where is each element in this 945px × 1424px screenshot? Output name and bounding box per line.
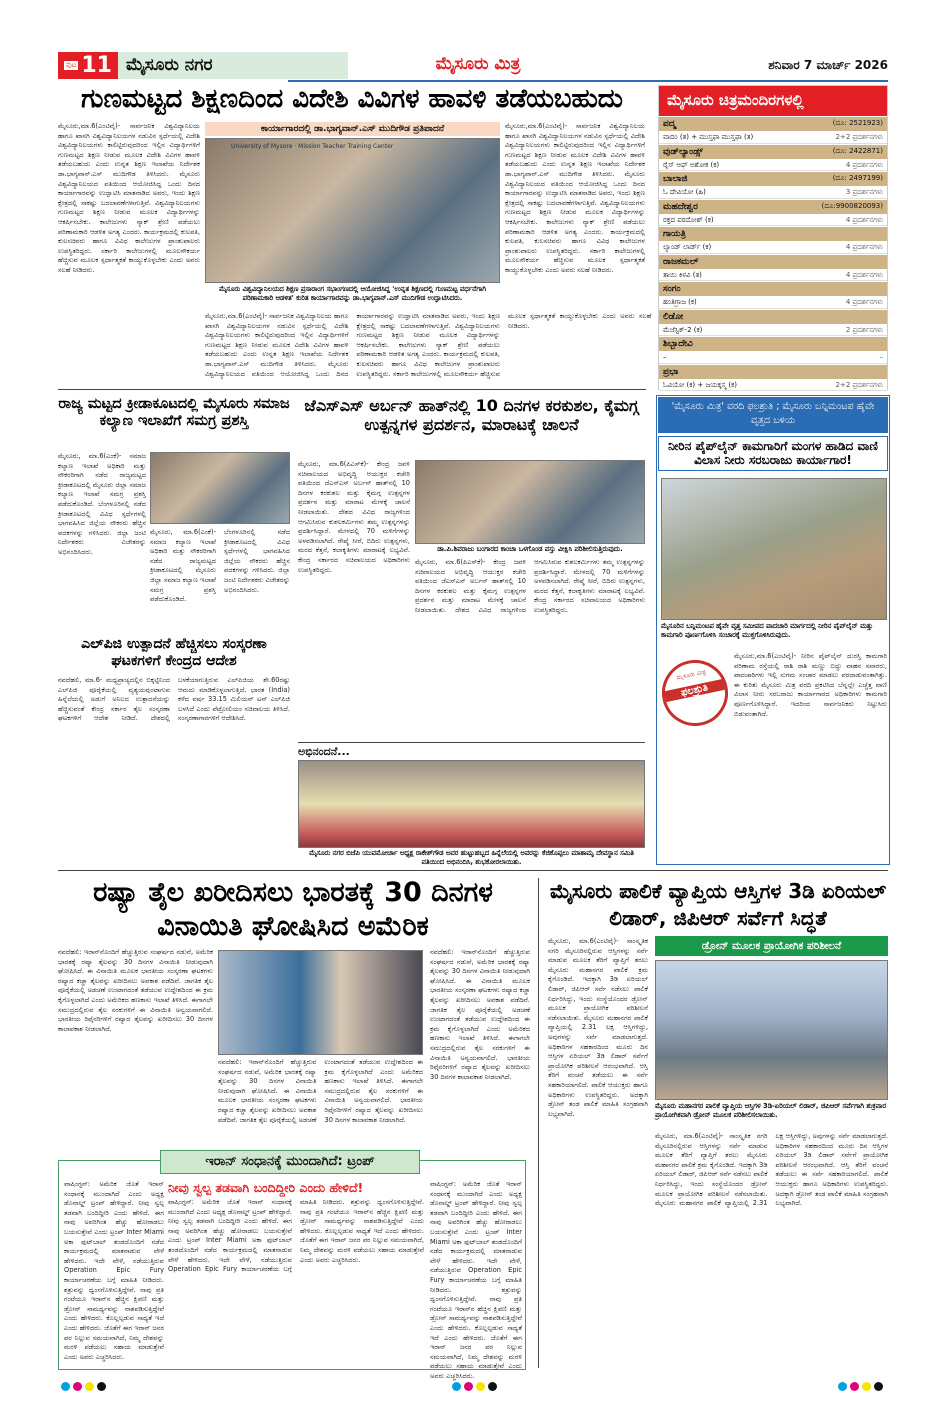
issue-date: ಶನಿವಾರ 7 ಮಾರ್ಚ್ 2026 <box>768 58 888 72</box>
magenta-dot <box>73 1382 82 1391</box>
color-registration-marks <box>838 1376 886 1395</box>
theatre-show-row <box>659 269 887 282</box>
theatre-name-row <box>659 281 887 296</box>
theatre-listing <box>658 85 888 390</box>
film-title: – <box>663 353 667 361</box>
story5-body: ನವದೆಹಲಿ, ಮಾ.6- ಮಧ್ಯಪ್ರಾಚ್ಯದಲ್ಲಿನ ಬಿಕ್ಕಟ್ಟಿನಿಂದ ಎಲ್‌ಪಿಜಿ ಪೂರೈಕೆಯಲ್ಲಿ ವ್ಯತ್ಯಯವುಂಟಾಗುವ ಹಿನ್ನೆಲೆಯಲ್ಲಿ ಅಡುಗೆ ಅನಿಲದ ಉತ್ಪಾದನೆಯನ್ನು ಹೆಚ್ಚಿಸುವಂತೆ ಕೇಂದ್ರ ಸರ್ಕಾರ ತೈಲ ಸಂಸ್ಕರಣಾ ಘಟಕಗಳಿಗೆ ಆದೇಶ ನೀಡಿದೆ. ದೇಶದಲ್ಲಿ ಬಳಕೆಯಾಗುತ್ತಿರುವ ಎಲ್‌ಪಿಜಿಯ ಶೇ.60ರಷ್ಟು ಆಮದು ಮಾಡಿಕೊಳ್ಳಲಾಗುತ್ತಿದೆ. ಭಾರತ (India) ಕಳೆದ ವರ್ಷ 33.15 ಮಿಲಿಯನ್ ಟನ್ ಎಲ್‌ಪಿಜಿ ಬಳಸಿದೆ ಎಂದು ಪೆಟ್ರೋಲಿಯಂ ಸಚಿವಾಲಯ ತಿಳಿಸಿದೆ. ಸಂಸ್ಕರಣಾಗಾರಗಳಿಗೆ ಆದೇಶಿಸಿದೆ. <box>58 676 290 723</box>
story7-photo <box>218 950 423 1055</box>
film-title: ಮೆಜೆಸ್ಟಿಕ್-2 (ಕ) <box>663 325 703 334</box>
theatre-show-row <box>659 131 887 144</box>
stamp-main-text: ಫಲಶ್ರುತಿ <box>664 679 725 702</box>
story8-body-left: ವಾಷಿಂಗ್ಟನ್: ಅಮೆರಿಕ ಜೊತೆ ಇರಾನ್ ಸಂಧಾನಕ್ಕೆ ಮುಂದಾಗಿದೆ ಎಂದು ಅಧ್ಯಕ್ಷ ಡೊನಾಲ್ಡ್ ಟ್ರಂಪ್ ಹೇಳಿದ್ದಾರೆ. ನೀವು ಸ್ವಲ್ಪ ತಡವಾಗಿ ಬಂದಿದ್ದೀರಿ ಎಂದು ಹೇಳಿದೆ. ಈಗ ನಾವು ಅವರಿಗಿಂತ ಹೆಚ್ಚು ಹೋರಾಡಲು ಬಯಸುತ್ತೇವೆ ಎಂದು ಟ್ರಂಪ್ Inter Miami ಅಕಾ ಫುಟ್‌ಬಾಲ್ ತಂಡದೊಂದಿಗೆ ನಡೆದ ಕಾರ್ಯಕ್ರಮದಲ್ಲಿ ಮಾತನಾಡುವ ವೇಳೆ ಹೇಳಿದರು. ಇದೇ ವೇಳೆ, ನಡೆಯುತ್ತಿರುವ Operation Epic Fury ಕಾರ್ಯಾಚರಣೆಯ ಬಗ್ಗೆ ಮಾಹಿತಿ ನೀಡಿದರು. ಶತ್ರುವನ್ನು ಧ್ವಂಸಗೊಳಿಸುತ್ತಿದ್ದೇವೆ. ನಾವು ಪ್ರತಿ ಗಂಟೆಯೂ ಇರಾನ್‌ನ ಹೆಚ್ಚಿನ ಕ್ಷಿಪಣಿ ಮತ್ತು ಡ್ರೋನ್ ಸಾಮರ್ಥ್ಯವನ್ನು ನಾಶಪಡಿಸುತ್ತಿದ್ದೇವೆ ಎಂದು ಹೇಳಿದರು. ಕೊಲ್ಲಲ್ಪಡುವ ಸಾಧ್ಯತೆ ಇದೆ ಎಂದು ಹೇಳಿದರು. ಜೊತೆಗೆ ಈಗ ಇರಾನ್ ಜನರ ಪರ ನಿಲ್ಲುವ ಸಮಯವಾಗಿದೆ, ನಿಮ್ಮ ದೇಶವನ್ನು ಮರಳಿ ಪಡೆಯಲು ಸಹಾಯ ಮಾಡುತ್ತೇವೆ ಎಂದು ಅವರು ಎಚ್ಚರಿಸಿದರು. <box>64 1180 164 1361</box>
show-count: 4 ಪ್ರದರ್ಶನಗಳು <box>845 270 883 279</box>
story3-headline: ಜೆಎಸ್‌ಎಸ್ ಅರ್ಬನ್ ಹಾತ್‌ನಲ್ಲಿ 10 ದಿನಗಳ ಕರಕುಶಲ, ಕೈಮಗ್ಗ ಉತ್ಪನ್ನಗಳ ಪ್ರದರ್ಶನ, ಮಾರಾಟಕ್ಕೆ ಚಾಲನೆ <box>304 396 639 435</box>
magenta-dot <box>850 1382 859 1391</box>
yellow-dot <box>85 1382 94 1391</box>
theatre-show-row <box>659 296 887 309</box>
phalashruti-stamp <box>656 654 734 732</box>
theatre-name-row <box>659 144 887 159</box>
story9-caption: ಮೈಸೂರು ಮಹಾನಗರ ಪಾಲಿಕೆ ವ್ಯಾಪ್ತಿಯ ಆಸ್ತಿಗಳ 3ಡಿ-ಏರಿಯಲ್ ಲಿಡಾರ್, ಜಿಪಿಆರ್ ಸರ್ವೆಗಾಗಿ ಶುಕ್ರವಾರ ಪ್ರಾಯೋಗಿಕವಾಗಿ ಡ್ರೋನ್ ಮೂಲಕ ಪರಿಶೀಲಿಸಲಾಯಿತು. <box>655 1102 886 1119</box>
story7-body-left: ನವದೆಹಲಿ: ಇರಾನ್‌ನೊಂದಿಗೆ ಹೆಚ್ಚುತ್ತಿರುವ ಸಂಘರ್ಷದ ನಡುವೆ, ಅಮೆರಿಕ ಭಾರತಕ್ಕೆ ರಷ್ಯಾ ತೈಲವನ್ನು 30 ದಿನಗಳ ವಿನಾಯಿತಿ ನೀಡುವುದಾಗಿ ಘೋಷಿಸಿದೆ. ಈ ವಿನಾಯಿತಿ ಮೂಲಕ ಭಾರತೀಯ ಸಂಸ್ಕರಣಾ ಘಟಕಗಳು ರಷ್ಯಾದ ಕಚ್ಚಾ ತೈಲವನ್ನು ಖರೀದಿಸಲು ಅವಕಾಶ ಪಡೆದಿವೆ. ಜಾಗತಿಕ ತೈಲ ಪೂರೈಕೆಯಲ್ಲಿ ಅಡಚಣೆ ಉಂಟಾಗದಂತೆ ತಡೆಯುವ ಉದ್ದೇಶದಿಂದ ಈ ಕ್ರಮ ಕೈಗೊಳ್ಳಲಾಗಿದೆ ಎಂದು ಅಮೆರಿಕದ ಹಣಕಾಸು ಇಲಾಖೆ ತಿಳಿಸಿದೆ. ಈಗಾಗಲೇ ಸಮುದ್ರದಲ್ಲಿರುವ ತೈಲ ಸರಕುಗಳಿಗೆ ಈ ವಿನಾಯಿತಿ ಅನ್ವಯವಾಗಲಿದೆ. ಭಾರತೀಯ ರಿಫೈನರಿಗಳಿಗೆ ರಷ್ಯಾದ ತೈಲವನ್ನು ಖರೀದಿಸಲು 30 ದಿನಗಳ ಕಾಲಾವಕಾಶ ನೀಡಲಾಗಿದೆ. <box>58 948 213 1033</box>
theatre-name-row <box>659 199 887 214</box>
story4-banner: 'ಮೈಸೂರು ಮಿತ್ರ' ವರದಿ ಫಲಶ್ರುತಿ ; ಮೈಸೂರು ಬನ್ನಿಮಂಟಪ ಹೈವೇ ವೃತ್ತದ ಬಳಿಯ <box>658 397 888 433</box>
story1-body-right: ಮೈಸೂರು,ಮಾ.6(ಎಂಟಿವೈ)- ಸಾರ್ವಜನಿಕ ವಿಶ್ವವಿದ್ಯಾನಿಲಯ ಹಾಗೂ ಖಾಸಗಿ ವಿಶ್ವವಿದ್ಯಾನಿಲಯಗಳ ನಡುವಿನ ಸ್ಪರ್ಧೆಯಲ್ಲಿ ವಿದೇಶಿ ವಿಶ್ವವಿದ್ಯಾನಿಲಯಗಳು ಕಾಲಿಟ್ಟಿರುವುದರಿಂದ ಇಲ್ಲಿನ ವಿದ್ಯಾರ್ಥಿಗಳಿಗೆ ಗುಣಮಟ್ಟದ ಶಿಕ್ಷಣ ನೀಡುವ ಮೂಲಕ ವಿದೇಶಿ ವಿವಿಗಳ ಹಾವಳಿ ತಡೆಯಬಹುದು ಎಂದು ಉನ್ನತ ಶಿಕ್ಷಣ ಇಲಾಖೆಯ ನಿರ್ದೇಶಕ ಡಾ.ಭಾಗ್ಯವಾನ್.ಎಸ್ ಮುದಿಗೌಡ ತಿಳಿಸಿದರು. ಮೈಸೂರು ವಿಶ್ವವಿದ್ಯಾನಿಲಯದ ವತಿಯಿಂದ ಆಯೋಜಿಸಿದ್ದ ಒಂದು ದಿನದ ಕಾರ್ಯಾಗಾರವನ್ನು ಉದ್ಘಾಟಿಸಿ ಮಾತನಾಡಿದ ಅವರು, ಇಂದು ಶಿಕ್ಷಣ ಕ್ಷೇತ್ರದಲ್ಲಿ ಸಾಕಷ್ಟು ಬದಲಾವಣೆಗಳಾಗುತ್ತಿವೆ. ವಿಶ್ವವಿದ್ಯಾನಿಲಯಗಳು ಗುಣಮಟ್ಟದ ಶಿಕ್ಷಣ ನೀಡುವ ಮೂಲಕ ವಿದ್ಯಾರ್ಥಿಗಳನ್ನು ಆಕರ್ಷಿಸಬೇಕು. ಕಾಲೇಜುಗಳು ನ್ಯಾಕ್ ಶ್ರೇಣಿ ಪಡೆಯಲು ಪರಿಣಾಮಕಾರಿ ಆಡಳಿತ ಅಗತ್ಯ ಎಂದರು. ಕಾರ್ಯಕ್ರಮದಲ್ಲಿ ಕುಲಪತಿ, ಕುಲಸಚಿವರು ಹಾಗೂ ವಿವಿಧ ಕಾಲೇಜುಗಳ ಪ್ರಾಂಶುಪಾಲರು ಉಪಸ್ಥಿತರಿದ್ದರು. ಸರ್ಕಾರಿ ಕಾಲೇಜುಗಳಲ್ಲಿ ಮೂಲಸೌಕರ್ಯ ಹೆಚ್ಚಿಸುವ ಮೂಲಕ ಸ್ಪರ್ಧಾತ್ಮಕತೆ ಕಾಯ್ದುಕೊಳ್ಳಬೇಕು ಎಂದು ಅವರು ಸಲಹೆ ನೀಡಿದರು. <box>505 122 645 274</box>
story7-headline: ರಷ್ಯಾ ತೈಲ ಖರೀದಿಸಲು ಭಾರತಕ್ಕೆ 30 ದಿನಗಳ ವಿನಾಯಿತಿ ಘೋಷಿಸಿದ ಅಮೆರಿಕ <box>93 877 493 942</box>
black-dot <box>874 1382 883 1391</box>
show-count: – <box>879 353 883 361</box>
story9-body-left: ಮೈಸೂರು, ಮಾ.6(ಎಂಟಿವೈ)- ಸಾಂಸ್ಕೃತಿಕ ನಗರಿ ಮೈಸೂರಿನಲ್ಲಿರುವ ಆಸ್ತಿಗಳನ್ನು ಸರ್ವೆ ಮಾಡುವ ಮೂಲಕ ತೆರಿಗೆ ವ್ಯಾಪ್ತಿಗೆ ತರಲು ಮೈಸೂರು ಮಹಾನಗರ ಪಾಲಿಕೆ ಕ್ರಮ ಕೈಗೊಂಡಿದೆ. ಇದಕ್ಕಾಗಿ 3ಡಿ ಏರಿಯಲ್ ಲಿಡಾರ್, ಜಿಪಿಆರ್ ಸರ್ವೆ ನಡೆಸಲು ಪಾಲಿಕೆ ನಿರ್ಧರಿಸಿದ್ದು, ಇಂದು ಸಂಸ್ಥೆಯೊಂದರ ಡ್ರೋನ್ ಮೂಲಕ ಪ್ರಾಯೋಗಿಕ ಪರಿಶೀಲನೆ ನಡೆಸಲಾಯಿತು. ಮೈಸೂರು ಮಹಾನಗರ ಪಾಲಿಕೆ ವ್ಯಾಪ್ತಿಯಲ್ಲಿ 2.31 ಲಕ್ಷ ಆಸ್ತಿಗಳಿದ್ದು, ಅವುಗಳನ್ನು ಸರ್ವೆ ಮಾಡಲಾಗುತ್ತದೆ. ಅಧಿಕಾರಿಗಳ ಸಹಕಾರದಿಂದ ಮೂರು ದಿನ ಆಸ್ತಿಗಳ ಏರಿಯಲ್ 3ಡಿ ಲಿಡಾರ್ ಸರ್ವೆಗೆ ಪ್ರಾಯೋಗಿಕ ಪರಿಶೀಲನೆ ಆರಂಭವಾಗಿದೆ. ಆಸ್ತಿ ತೆರಿಗೆ ವಂಚನೆ ತಡೆಯಲು ಈ ಸರ್ವೆ ಸಹಕಾರಿಯಾಗಲಿದೆ. ಪಾಲಿಕೆ ಆಯುಕ್ತರು ಹಾಗೂ ಅಧಿಕಾರಿಗಳು ಉಪಸ್ಥಿತರಿದ್ದರು. ಅದಕ್ಕಾಗಿ ಡ್ರೋನ್ ತಂಡ ಪಾಲಿಕೆ ಮಾಹಿತಿ ಸಂಗ್ರಹವಾಗಿ ಲಭ್ಯವಾಗಿದೆ. <box>548 937 648 1118</box>
theatre-name: ಮಹದೇಶ್ವರ <box>663 201 698 212</box>
story1-body-mid: ಮೈಸೂರು,ಮಾ.6(ಎಂಟಿವೈ)- ಸಾರ್ವಜನಿಕ ವಿಶ್ವವಿದ್ಯಾನಿಲಯ ಹಾಗೂ ಖಾಸಗಿ ವಿಶ್ವವಿದ್ಯಾನಿಲಯಗಳ ನಡುವಿನ ಸ್ಪರ್ಧೆಯಲ್ಲಿ ವಿದೇಶಿ ವಿಶ್ವವಿದ್ಯಾನಿಲಯಗಳು ಕಾಲಿಟ್ಟಿರುವುದರಿಂದ ಇಲ್ಲಿನ ವಿದ್ಯಾರ್ಥಿಗಳಿಗೆ ಗುಣಮಟ್ಟದ ಶಿಕ್ಷಣ ನೀಡುವ ಮೂಲಕ ವಿದೇಶಿ ವಿವಿಗಳ ಹಾವಳಿ ತಡೆಯಬಹುದು ಎಂದು ಉನ್ನತ ಶಿಕ್ಷಣ ಇಲಾಖೆಯ ನಿರ್ದೇಶಕ ಡಾ.ಭಾಗ್ಯವಾನ್.ಎಸ್ ಮುದಿಗೌಡ ತಿಳಿಸಿದರು. ಮೈಸೂರು ವಿಶ್ವವಿದ್ಯಾನಿಲಯದ ವತಿಯಿಂದ ಆಯೋಜಿಸಿದ್ದ ಒಂದು ದಿನದ ಕಾರ್ಯಾಗಾರವನ್ನು ಉದ್ಘಾಟಿಸಿ ಮಾತನಾಡಿದ ಅವರು, ಇಂದು ಶಿಕ್ಷಣ ಕ್ಷೇತ್ರದಲ್ಲಿ ಸಾಕಷ್ಟು ಬದಲಾವಣೆಗಳಾಗುತ್ತಿವೆ. ವಿಶ್ವವಿದ್ಯಾನಿಲಯಗಳು ಗುಣಮಟ್ಟದ ಶಿಕ್ಷಣ ನೀಡುವ ಮೂಲಕ ವಿದ್ಯಾರ್ಥಿಗಳನ್ನು ಆಕರ್ಷಿಸಬೇಕು. ಕಾಲೇಜುಗಳು ನ್ಯಾಕ್ ಶ್ರೇಣಿ ಪಡೆಯಲು ಪರಿಣಾಮಕಾರಿ ಆಡಳಿತ ಅಗತ್ಯ ಎಂದರು. ಕಾರ್ಯಕ್ರಮದಲ್ಲಿ ಕುಲಪತಿ, ಕುಲಸಚಿವರು ಹಾಗೂ ವಿವಿಧ ಕಾಲೇಜುಗಳ ಪ್ರಾಂಶುಪಾಲರು ಉಪಸ್ಥಿತರಿದ್ದರು. ಸರ್ಕಾರಿ ಕಾಲೇಜುಗಳಲ್ಲಿ ಮೂಲಸೌಕರ್ಯ ಹೆಚ್ಚಿಸುವ ಮೂಲಕ ಸ್ಪರ್ಧಾತ್ಮಕತೆ ಕಾಯ್ದುಕೊಳ್ಳಬೇಕು ಎಂದು ಅವರು ಸಲಹೆ ನೀಡಿದರು. <box>205 312 652 378</box>
theatre-list <box>659 116 887 391</box>
theatre-name-row <box>659 116 887 131</box>
cyan-dot <box>838 1382 847 1391</box>
yellow-dot <box>862 1382 871 1391</box>
story8-body-mid: ವಾಷಿಂಗ್ಟನ್: ಅಮೆರಿಕ ಜೊತೆ ಇರಾನ್ ಸಂಧಾನಕ್ಕೆ ಮುಂದಾಗಿದೆ ಎಂದು ಅಧ್ಯಕ್ಷ ಡೊನಾಲ್ಡ್ ಟ್ರಂಪ್ ಹೇಳಿದ್ದಾರೆ. ನೀವು ಸ್ವಲ್ಪ ತಡವಾಗಿ ಬಂದಿದ್ದೀರಿ ಎಂದು ಹೇಳಿದೆ. ಈಗ ನಾವು ಅವರಿಗಿಂತ ಹೆಚ್ಚು ಹೋರಾಡಲು ಬಯಸುತ್ತೇವೆ ಎಂದು ಟ್ರಂಪ್ Inter Miami ಅಕಾ ಫುಟ್‌ಬಾಲ್ ತಂಡದೊಂದಿಗೆ ನಡೆದ ಕಾರ್ಯಕ್ರಮದಲ್ಲಿ ಮಾತನಾಡುವ ವೇಳೆ ಹೇಳಿದರು. ಇದೇ ವೇಳೆ, ನಡೆಯುತ್ತಿರುವ Operation Epic Fury ಕಾರ್ಯಾಚರಣೆಯ ಬಗ್ಗೆ ಮಾಹಿತಿ ನೀಡಿದರು. ಶತ್ರುವನ್ನು ಧ್ವಂಸಗೊಳಿಸುತ್ತಿದ್ದೇವೆ. ನಾವು ಪ್ರತಿ ಗಂಟೆಯೂ ಇರಾನ್‌ನ ಹೆಚ್ಚಿನ ಕ್ಷಿಪಣಿ ಮತ್ತು ಡ್ರೋನ್ ಸಾಮರ್ಥ್ಯವನ್ನು ನಾಶಪಡಿಸುತ್ತಿದ್ದೇವೆ ಎಂದು ಹೇಳಿದರು. ಕೊಲ್ಲಲ್ಪಡುವ ಸಾಧ್ಯತೆ ಇದೆ ಎಂದು ಹೇಳಿದರು. ಜೊತೆಗೆ ಈಗ ಇರಾನ್ ಜನರ ಪರ ನಿಲ್ಲುವ ಸಮಯವಾಗಿದೆ, ನಿಮ್ಮ ದೇಶವನ್ನು ಮರಳಿ ಪಡೆಯಲು ಸಹಾಯ ಮಾಡುತ್ತೇವೆ ಎಂದು ಅವರು ಎಚ್ಚರಿಸಿದರು. <box>168 1198 424 1274</box>
theatre-phone: (ದೂ: 2497199) <box>832 174 883 182</box>
yellow-dot <box>476 1382 485 1391</box>
theatre-show-row <box>659 379 887 392</box>
theatre-show-row <box>659 214 887 227</box>
theatre-name-row <box>659 226 887 241</box>
show-count: 2+2 ಪ್ರದರ್ಶನಗಳು <box>835 133 883 141</box>
story3-body-right: ಮೈಸೂರು, ಮಾ.6(ಪಿಎಸ್‌ಕೆ)- ಕೇಂದ್ರ ಜವಳಿ ಸಚಿವಾಲಯದ ಅಭಿವೃದ್ಧಿ ಆಯುಕ್ತರ ಕಚೇರಿ ವತಿಯಿಂದ ಜೆಎಸ್‌ಎಸ್ ಅರ್ಬನ್ ಹಾತ್‌ನಲ್ಲಿ 10 ದಿನಗಳ ಕರಕುಶಲ ಮತ್ತು ಕೈಮಗ್ಗ ಉತ್ಪನ್ನಗಳ ಪ್ರದರ್ಶನ ಮತ್ತು ಮಾರಾಟ ಮೇಳಕ್ಕೆ ಚಾಲನೆ ನೀಡಲಾಯಿತು. ದೇಶದ ವಿವಿಧ ರಾಜ್ಯಗಳಿಂದ ಆಗಮಿಸಿರುವ ಕುಶಲಕರ್ಮಿಗಳು ತಮ್ಮ ಉತ್ಪನ್ನಗಳನ್ನು ಪ್ರದರ್ಶಿಸಿದ್ದಾರೆ. ಮೇಳದಲ್ಲಿ 70 ಮಳಿಗೆಗಳನ್ನು ಅಳವಡಿಸಲಾಗಿದೆ. ರೇಷ್ಮೆ ಸೀರೆ, ಬಿದಿರು ಉತ್ಪನ್ನಗಳು, ಮರದ ಕೆತ್ತನೆ, ಕಲಾಕೃತಿಗಳು ಮಾರಾಟಕ್ಕೆ ಲಭ್ಯವಿವೆ. ಕೇಂದ್ರ ಸರ್ಕಾರದ ಸಚಿವಾಲಯದ ಅಧಿಕಾರಿಗಳು ಉಪಸ್ಥಿತರಿದ್ದರು. <box>415 558 645 614</box>
page-number: 11 <box>81 53 112 78</box>
theatre-name-row <box>659 336 887 351</box>
theatre-show-row <box>659 186 887 199</box>
theatre-name: ಗಾಯತ್ರಿ <box>663 229 686 239</box>
page-number-badge <box>58 52 118 79</box>
black-dot <box>97 1382 106 1391</box>
theatre-show-row <box>659 159 887 172</box>
film-title: ತಾಯಿ ಕಿಳವಿ (ತ) <box>663 270 702 279</box>
story9-headline: ಮೈಸೂರು ಪಾಲಿಕೆ ವ್ಯಾಪ್ತಿಯ ಆಸ್ತಿಗಳ 3ಡಿ ಏರಿಯಲ್ ಲಿಡಾರ್, ಜಿಪಿಆರ್ ಸರ್ವೆಗೆ ಸಿದ್ಧತೆ <box>549 879 887 930</box>
theatre-phone: (ದೂ:9900820093) <box>821 201 883 210</box>
show-count: 4 ಪ್ರದರ್ಶನಗಳು <box>845 298 883 306</box>
show-count: 2+2 ಪ್ರದರ್ಶನಗಳು <box>835 380 883 389</box>
show-count: 4 ಪ್ರದರ್ಶನಗಳು <box>845 160 883 169</box>
story8-tab: ಇರಾನ್ ಸಂಧಾನಕ್ಕೆ ಮುಂದಾಗಿದೆ: ಟ್ರಂಪ್ <box>160 1150 420 1174</box>
film-title: ರೈಸ್ ಆಫ್ ಅಶೋಕ (ಕ) <box>663 160 720 169</box>
cyan-dot <box>61 1382 70 1391</box>
show-count: 4 ಪ್ರದರ್ಶನಗಳು <box>845 215 883 224</box>
film-title: ರಕ್ತದ ಪರದೋಶ್ (ಕ) <box>663 215 714 224</box>
story7-body-mid: ನವದೆಹಲಿ: ಇರಾನ್‌ನೊಂದಿಗೆ ಹೆಚ್ಚುತ್ತಿರುವ ಸಂಘರ್ಷದ ನಡುವೆ, ಅಮೆರಿಕ ಭಾರತಕ್ಕೆ ರಷ್ಯಾ ತೈಲವನ್ನು 30 ದಿನಗಳ ವಿನಾಯಿತಿ ನೀಡುವುದಾಗಿ ಘೋಷಿಸಿದೆ. ಈ ವಿನಾಯಿತಿ ಮೂಲಕ ಭಾರತೀಯ ಸಂಸ್ಕರಣಾ ಘಟಕಗಳು ರಷ್ಯಾದ ಕಚ್ಚಾ ತೈಲವನ್ನು ಖರೀದಿಸಲು ಅವಕಾಶ ಪಡೆದಿವೆ. ಜಾಗತಿಕ ತೈಲ ಪೂರೈಕೆಯಲ್ಲಿ ಅಡಚಣೆ ಉಂಟಾಗದಂತೆ ತಡೆಯುವ ಉದ್ದೇಶದಿಂದ ಈ ಕ್ರಮ ಕೈಗೊಳ್ಳಲಾಗಿದೆ ಎಂದು ಅಮೆರಿಕದ ಹಣಕಾಸು ಇಲಾಖೆ ತಿಳಿಸಿದೆ. ಈಗಾಗಲೇ ಸಮುದ್ರದಲ್ಲಿರುವ ತೈಲ ಸರಕುಗಳಿಗೆ ಈ ವಿನಾಯಿತಿ ಅನ್ವಯವಾಗಲಿದೆ. ಭಾರತೀಯ ರಿಫೈನರಿಗಳಿಗೆ ರಷ್ಯಾದ ತೈಲವನ್ನು ಖರೀದಿಸಲು 30 ದಿನಗಳ ಕಾಲಾವಕಾಶ ನೀಡಲಾಗಿದೆ. <box>218 1058 423 1124</box>
theatre-show-row <box>659 324 887 337</box>
film-title: ಲ್ಯಾಂಡ್ ಲಾರ್ಡ್ (ಕ) <box>663 243 712 251</box>
theatre-name: ಬಾಲಾಜಿ <box>663 174 688 184</box>
story7-body-right: ನವದೆಹಲಿ: ಇರಾನ್‌ನೊಂದಿಗೆ ಹೆಚ್ಚುತ್ತಿರುವ ಸಂಘರ್ಷದ ನಡುವೆ, ಅಮೆರಿಕ ಭಾರತಕ್ಕೆ ರಷ್ಯಾ ತೈಲವನ್ನು 30 ದಿನಗಳ ವಿನಾಯಿತಿ ನೀಡುವುದಾಗಿ ಘೋಷಿಸಿದೆ. ಈ ವಿನಾಯಿತಿ ಮೂಲಕ ಭಾರತೀಯ ಸಂಸ್ಕರಣಾ ಘಟಕಗಳು ರಷ್ಯಾದ ಕಚ್ಚಾ ತೈಲವನ್ನು ಖರೀದಿಸಲು ಅವಕಾಶ ಪಡೆದಿವೆ. ಜಾಗತಿಕ ತೈಲ ಪೂರೈಕೆಯಲ್ಲಿ ಅಡಚಣೆ ಉಂಟಾಗದಂತೆ ತಡೆಯುವ ಉದ್ದೇಶದಿಂದ ಈ ಕ್ರಮ ಕೈಗೊಳ್ಳಲಾಗಿದೆ ಎಂದು ಅಮೆರಿಕದ ಹಣಕಾಸು ಇಲಾಖೆ ತಿಳಿಸಿದೆ. ಈಗಾಗಲೇ ಸಮುದ್ರದಲ್ಲಿರುವ ತೈಲ ಸರಕುಗಳಿಗೆ ಈ ವಿನಾಯಿತಿ ಅನ್ವಯವಾಗಲಿದೆ. ಭಾರತೀಯ ರಿಫೈನರಿಗಳಿಗೆ ರಷ್ಯಾದ ತೈಲವನ್ನು ಖರೀದಿಸಲು 30 ದಿನಗಳ ಕಾಲಾವಕಾಶ ನೀಡಲಾಗಿದೆ. <box>430 948 530 1081</box>
stamp-top-text: ಮೈಸೂರು ಮಿತ್ರ <box>675 668 707 682</box>
story2-body: ಮೈಸೂರು, ಮಾ.6(ಎಂಕೆ)- ಸಮಾಜ ಕಲ್ಯಾಣ ಇಲಾಖೆ ಅಧಿಕಾರಿ ಮತ್ತು ನೌಕರರಿಗಾಗಿ ನಡೆದ ರಾಜ್ಯಮಟ್ಟದ ಕ್ರೀಡಾಕೂಟದಲ್ಲಿ ಮೈಸೂರು ಜಿಲ್ಲಾ ಸಮಾಜ ಕಲ್ಯಾಣ ಇಲಾಖೆ ಸಮಗ್ರ ಪ್ರಶಸ್ತಿ ಪಡೆದುಕೊಂಡಿದೆ. ಬೆಂಗಳೂರಿನಲ್ಲಿ ನಡೆದ ಕ್ರೀಡಾಕೂಟದಲ್ಲಿ ವಿವಿಧ ಸ್ಪರ್ಧೆಗಳಲ್ಲಿ ಭಾಗವಹಿಸಿದ ಜಿಲ್ಲೆಯ ನೌಕರರು ಹೆಚ್ಚಿನ ಪದಕಗಳನ್ನು ಗಳಿಸಿದರು. ಜಿಲ್ಲಾ ಜಂಟಿ ನಿರ್ದೇಶಕರು ವಿಜೇತರನ್ನು ಅಭಿನಂದಿಸಿದರು. <box>58 452 146 556</box>
story8-body-right: ವಾಷಿಂಗ್ಟನ್: ಅಮೆರಿಕ ಜೊತೆ ಇರಾನ್ ಸಂಧಾನಕ್ಕೆ ಮುಂದಾಗಿದೆ ಎಂದು ಅಧ್ಯಕ್ಷ ಡೊನಾಲ್ಡ್ ಟ್ರಂಪ್ ಹೇಳಿದ್ದಾರೆ. ನೀವು ಸ್ವಲ್ಪ ತಡವಾಗಿ ಬಂದಿದ್ದೀರಿ ಎಂದು ಹೇಳಿದೆ. ಈಗ ನಾವು ಅವರಿಗಿಂತ ಹೆಚ್ಚು ಹೋರಾಡಲು ಬಯಸುತ್ತೇವೆ ಎಂದು ಟ್ರಂಪ್ Inter Miami ಅಕಾ ಫುಟ್‌ಬಾಲ್ ತಂಡದೊಂದಿಗೆ ನಡೆದ ಕಾರ್ಯಕ್ರಮದಲ್ಲಿ ಮಾತನಾಡುವ ವೇಳೆ ಹೇಳಿದರು. ಇದೇ ವೇಳೆ, ನಡೆಯುತ್ತಿರುವ Operation Epic Fury ಕಾರ್ಯಾಚರಣೆಯ ಬಗ್ಗೆ ಮಾಹಿತಿ ನೀಡಿದರು. ಶತ್ರುವನ್ನು ಧ್ವಂಸಗೊಳಿಸುತ್ತಿದ್ದೇವೆ. ನಾವು ಪ್ರತಿ ಗಂಟೆಯೂ ಇರಾನ್‌ನ ಹೆಚ್ಚಿನ ಕ್ಷಿಪಣಿ ಮತ್ತು ಡ್ರೋನ್ ಸಾಮರ್ಥ್ಯವನ್ನು ನಾಶಪಡಿಸುತ್ತಿದ್ದೇವೆ ಎಂದು ಹೇಳಿದರು. ಕೊಲ್ಲಲ್ಪಡುವ ಸಾಧ್ಯತೆ ಇದೆ ಎಂದು ಹೇಳಿದರು. ಜೊತೆಗೆ ಈಗ ಇರಾನ್ ಜನರ ಪರ ನಿಲ್ಲುವ ಸಮಯವಾಗಿದೆ, ನಿಮ್ಮ ದೇಶವನ್ನು ಮರಳಿ ಪಡೆಯಲು ಸಹಾಯ ಮಾಡುತ್ತೇವೆ ಎಂದು ಅವರು ಎಚ್ಚರಿಸಿದರು. <box>430 1180 522 1380</box>
color-registration-marks <box>61 1376 109 1395</box>
show-count: 4 ಪ್ರದರ್ಶನಗಳು <box>845 243 883 251</box>
divider <box>538 878 539 1368</box>
story2-photo <box>150 452 290 524</box>
masthead <box>58 52 888 80</box>
story1-headline: ಗುಣಮಟ್ಟದ ಶಿಕ್ಷಣದಿಂದ ವಿದೇಶಿ ವಿವಿಗಳ ಹಾವಳಿ ತಡೆಯಬಹುದು <box>81 84 623 114</box>
story2-headline: ರಾಜ್ಯ ಮಟ್ಟದ ಕ್ರೀಡಾಕೂಟದಲ್ಲಿ ಮೈಸೂರು ಸಮಾಜ ಕಲ್ಯಾಣ ಇಲಾಖೆಗೆ ಸಮಗ್ರ ಪ್ರಶಸ್ತಿ <box>58 396 290 430</box>
story6-photo <box>298 760 645 848</box>
story1-caption: ಮೈಸೂರು ವಿಶ್ವವಿದ್ಯಾನಿಲಯದ ಶಿಕ್ಷಣ ಪ್ರಸಾರಾಂಗ ಸಭಾಂಗಣದಲ್ಲಿ ಆಯೋಜಿಸಿದ್ದ 'ಉನ್ನತ ಶಿಕ್ಷಣದಲ್ಲಿ ಗುಣಮಟ್ಟ ವರ್ಧನೆಗಾಗಿ ಪರಿಣಾಮಕಾರಿ ಆಡಳಿತ' ಕುರಿತ ಕಾರ್ಯಾಗಾರವನ್ನು ಡಾ.ಭಾಗ್ಯವಾನ್.ಎಸ್ ಮುದಿಗೌಡ ಉದ್ಘಾಟಿಸಿದರು. <box>218 285 487 302</box>
show-count: 2 ಪ್ರದರ್ಶನಗಳು <box>845 325 883 334</box>
story1-body-left: ಮೈಸೂರು,ಮಾ.6(ಎಂಟಿವೈ)- ಸಾರ್ವಜನಿಕ ವಿಶ್ವವಿದ್ಯಾನಿಲಯ ಹಾಗೂ ಖಾಸಗಿ ವಿಶ್ವವಿದ್ಯಾನಿಲಯಗಳ ನಡುವಿನ ಸ್ಪರ್ಧೆಯಲ್ಲಿ ವಿದೇಶಿ ವಿಶ್ವವಿದ್ಯಾನಿಲಯಗಳು ಕಾಲಿಟ್ಟಿರುವುದರಿಂದ ಇಲ್ಲಿನ ವಿದ್ಯಾರ್ಥಿಗಳಿಗೆ ಗುಣಮಟ್ಟದ ಶಿಕ್ಷಣ ನೀಡುವ ಮೂಲಕ ವಿದೇಶಿ ವಿವಿಗಳ ಹಾವಳಿ ತಡೆಯಬಹುದು ಎಂದು ಉನ್ನತ ಶಿಕ್ಷಣ ಇಲಾಖೆಯ ನಿರ್ದೇಶಕ ಡಾ.ಭಾಗ್ಯವಾನ್.ಎಸ್ ಮುದಿಗೌಡ ತಿಳಿಸಿದರು. ಮೈಸೂರು ವಿಶ್ವವಿದ್ಯಾನಿಲಯದ ವತಿಯಿಂದ ಆಯೋಜಿಸಿದ್ದ ಒಂದು ದಿನದ ಕಾರ್ಯಾಗಾರವನ್ನು ಉದ್ಘಾಟಿಸಿ ಮಾತನಾಡಿದ ಅವರು, ಇಂದು ಶಿಕ್ಷಣ ಕ್ಷೇತ್ರದಲ್ಲಿ ಸಾಕಷ್ಟು ಬದಲಾವಣೆಗಳಾಗುತ್ತಿವೆ. ವಿಶ್ವವಿದ್ಯಾನಿಲಯಗಳು ಗುಣಮಟ್ಟದ ಶಿಕ್ಷಣ ನೀಡುವ ಮೂಲಕ ವಿದ್ಯಾರ್ಥಿಗಳನ್ನು ಆಕರ್ಷಿಸಬೇಕು. ಕಾಲೇಜುಗಳು ನ್ಯಾಕ್ ಶ್ರೇಣಿ ಪಡೆಯಲು ಪರಿಣಾಮಕಾರಿ ಆಡಳಿತ ಅಗತ್ಯ ಎಂದರು. ಕಾರ್ಯಕ್ರಮದಲ್ಲಿ ಕುಲಪತಿ, ಕುಲಸಚಿವರು ಹಾಗೂ ವಿವಿಧ ಕಾಲೇಜುಗಳ ಪ್ರಾಂಶುಪಾಲರು ಉಪಸ್ಥಿತರಿದ್ದರು. ಸರ್ಕಾರಿ ಕಾಲೇಜುಗಳಲ್ಲಿ ಮೂಲಸೌಕರ್ಯ ಹೆಚ್ಚಿಸುವ ಮೂಲಕ ಸ್ಪರ್ಧಾತ್ಮಕತೆ ಕಾಯ್ದುಕೊಳ್ಳಬೇಕು ಎಂದು ಅವರು ಸಲಹೆ ನೀಡಿದರು. <box>58 122 200 274</box>
masthead-rule <box>288 80 888 82</box>
story2-body-cont: ಮೈಸೂರು, ಮಾ.6(ಎಂಕೆ)- ಸಮಾಜ ಕಲ್ಯಾಣ ಇಲಾಖೆ ಅಧಿಕಾರಿ ಮತ್ತು ನೌಕರರಿಗಾಗಿ ನಡೆದ ರಾಜ್ಯಮಟ್ಟದ ಕ್ರೀಡಾಕೂಟದಲ್ಲಿ ಮೈಸೂರು ಜಿಲ್ಲಾ ಸಮಾಜ ಕಲ್ಯಾಣ ಇಲಾಖೆ ಸಮಗ್ರ ಪ್ರಶಸ್ತಿ ಪಡೆದುಕೊಂಡಿದೆ. ಬೆಂಗಳೂರಿನಲ್ಲಿ ನಡೆದ ಕ್ರೀಡಾಕೂಟದಲ್ಲಿ ವಿವಿಧ ಸ್ಪರ್ಧೆಗಳಲ್ಲಿ ಭಾಗವಹಿಸಿದ ಜಿಲ್ಲೆಯ ನೌಕರರು ಹೆಚ್ಚಿನ ಪದಕಗಳನ್ನು ಗಳಿಸಿದರು. ಜಿಲ್ಲಾ ಜಂಟಿ ನಿರ್ದೇಶಕರು ವಿಜೇತರನ್ನು ಅಭಿನಂದಿಸಿದರು. <box>150 528 291 604</box>
story9-subhead: ಡ್ರೋನ್ ಮೂಲಕ ಪ್ರಾಯೋಗಿಕ ಪರಿಶೀಲನೆ <box>655 936 888 956</box>
story4-headline: ನೀರಿನ ಪೈಪ್‌ಲೈನ್ ಕಾಮಗಾರಿಗೆ ಮಂಗಳ ಹಾಡಿದ ವಾಣಿ ವಿಲಾಸ ನೀರು ಸರಬರಾಜು ಕಾರ್ಯಾಗಾರ! <box>658 436 888 471</box>
theatre-phone: (ದೂ: 2521923) <box>832 119 883 127</box>
divider <box>58 870 888 871</box>
show-count: 3 ಪ್ರದರ್ಶನಗಳು <box>845 188 883 196</box>
divider <box>298 742 645 743</box>
theatre-name: ಪ್ರಭಾ <box>663 366 679 377</box>
theatre-name: ಶಿಬ್ಬಾದೇವಿ <box>663 339 693 349</box>
theatre-name: ರಾಜಕಮಲ್ <box>663 256 699 267</box>
story3-caption: ಡಾ.ಪಿ.ಶಿವರಾಜು ಬಂಗಾರದ ಕಾಂಚಾ ಒಳಗೊಂಡ ವಸ್ತು ವೀಕ್ಷಿಸಿ ಪರಿಶೀಲಿಸುತ್ತಿರುವುದು. <box>437 545 623 553</box>
divider <box>58 389 646 390</box>
story4-body: ಮೈಸೂರು,ಮಾ.6(ಎಂಟಿವೈ)- ನೀರಿನ ಪೈಪ್‌ಲೈನ್ ದುರಸ್ತಿ ಕಾಮಗಾರಿ ಪರಿಣಾಮ ರಸ್ತೆಯಲ್ಲಿ ರಾಶಿ ರಾಶಿ ಮಣ್ಣು ಬಿದ್ದು ವಾಹನ ಸವಾರರು, ಪಾದಚಾರಿಗಳು ಇಲ್ಲಿ ಸುಗಮ ಸಂಚಾರ ಮಾಡಲು ಪರದಾಡುವಂತಾಗಿತ್ತು. ಈ ಕುರಿತು ಮೈಸೂರು ಮಿತ್ರ ವರದಿ ಪ್ರಕಟಿಸಿದ ಬೆನ್ನಲ್ಲೇ ಎಚ್ಚೆತ್ತ ವಾಣಿ ವಿಲಾಸ ನೀರು ಸರಬರಾಜು ಕಾರ್ಯಾಗಾರದ ಅಧಿಕಾರಿಗಳು ಕಾಮಗಾರಿ ಪೂರ್ಣಗೊಳಿಸಿದ್ದಾರೆ. ಇದರಿಂದ ಸಾರ್ವಜನಿಕರು ನಿಟ್ಟುಸಿರು ಬಿಡುವಂತಾಗಿದೆ. <box>734 652 887 718</box>
theatre-name: ವುಡ್‌ಲ್ಯಾಂಡ್ಸ್ <box>663 146 703 157</box>
cyan-dot <box>452 1382 461 1391</box>
film-title: ವಾದಂ (ತ) + ಮುಸ್ತಫಾ ಮುಸ್ತಫಾ (ತ) <box>663 133 754 141</box>
story9-photo <box>655 960 888 1100</box>
section-name: ಮೈಸೂರು ನಗರ <box>118 52 348 79</box>
magenta-dot <box>464 1382 473 1391</box>
theatre-listing-title: ಮೈಸೂರು ಚಿತ್ರಮಂದಿರಗಳಲ್ಲಿ <box>659 86 887 116</box>
story3-photo <box>415 460 645 544</box>
story9-body-right: ಮೈಸೂರು, ಮಾ.6(ಎಂಟಿವೈ)- ಸಾಂಸ್ಕೃತಿಕ ನಗರಿ ಮೈಸೂರಿನಲ್ಲಿರುವ ಆಸ್ತಿಗಳನ್ನು ಸರ್ವೆ ಮಾಡುವ ಮೂಲಕ ತೆರಿಗೆ ವ್ಯಾಪ್ತಿಗೆ ತರಲು ಮೈಸೂರು ಮಹಾನಗರ ಪಾಲಿಕೆ ಕ್ರಮ ಕೈಗೊಂಡಿದೆ. ಇದಕ್ಕಾಗಿ 3ಡಿ ಏರಿಯಲ್ ಲಿಡಾರ್, ಜಿಪಿಆರ್ ಸರ್ವೆ ನಡೆಸಲು ಪಾಲಿಕೆ ನಿರ್ಧರಿಸಿದ್ದು, ಇಂದು ಸಂಸ್ಥೆಯೊಂದರ ಡ್ರೋನ್ ಮೂಲಕ ಪ್ರಾಯೋಗಿಕ ಪರಿಶೀಲನೆ ನಡೆಸಲಾಯಿತು. ಮೈಸೂರು ಮಹಾನಗರ ಪಾಲಿಕೆ ವ್ಯಾಪ್ತಿಯಲ್ಲಿ 2.31 ಲಕ್ಷ ಆಸ್ತಿಗಳಿದ್ದು, ಅವುಗಳನ್ನು ಸರ್ವೆ ಮಾಡಲಾಗುತ್ತದೆ. ಅಧಿಕಾರಿಗಳ ಸಹಕಾರದಿಂದ ಮೂರು ದಿನ ಆಸ್ತಿಗಳ ಏರಿಯಲ್ 3ಡಿ ಲಿಡಾರ್ ಸರ್ವೆಗೆ ಪ್ರಾಯೋಗಿಕ ಪರಿಶೀಲನೆ ಆರಂಭವಾಗಿದೆ. ಆಸ್ತಿ ತೆರಿಗೆ ವಂಚನೆ ತಡೆಯಲು ಈ ಸರ್ವೆ ಸಹಕಾರಿಯಾಗಲಿದೆ. ಪಾಲಿಕೆ ಆಯುಕ್ತರು ಹಾಗೂ ಅಧಿಕಾರಿಗಳು ಉಪಸ್ಥಿತರಿದ್ದರು. ಅದಕ್ಕಾಗಿ ಡ್ರೋನ್ ತಂಡ ಪಾಲಿಕೆ ಮಾಹಿತಿ ಸಂಗ್ರಹವಾಗಿ ಲಭ್ಯವಾಗಿದೆ. <box>655 1132 888 1208</box>
film-title: ಹಂತಿಗ್ರಾಜ (ಕ) <box>663 298 697 306</box>
photo-banner-text: University of Mysore · Mission Teacher Training Center <box>231 143 394 150</box>
page-label: ಪುಟ <box>66 61 77 69</box>
theatre-phone: (ದೂ: 2422871) <box>832 146 883 155</box>
story8-headline: ನೀವು ಸ್ವಲ್ಪ ತಡವಾಗಿ ಬಂದಿದ್ದೀರಿ ಎಂದು ಹೇಳಿದೆ! <box>168 1180 364 1195</box>
story1-photo <box>205 138 500 283</box>
theatre-name-row <box>659 309 887 324</box>
theatre-name-row <box>659 364 887 379</box>
story4-caption: ಮೈಸೂರಿನ ಬನ್ನಿಮಂಟಪ ಹೈವೇ ವೃತ್ತ ಸಮೀಪದ ಪಾದಚಾರಿ ಮಾರ್ಗದಲ್ಲಿ ನೀರಿನ ಪೈಪ್‌ಲೈನ್ ಮತ್ತು ಕಾಮಗಾರಿ ಪೂರ್ಣಗೊಳಿಸಿ ಸಂಚಾರಕ್ಕೆ ಮುಕ್ತಗೊಳಿಸಿರುವುದು. <box>661 622 873 639</box>
theatre-name: ಸಂಗಂ <box>663 284 681 294</box>
story4-photo <box>661 478 887 620</box>
story1-kicker: ಕಾರ್ಯಾಗಾರದಲ್ಲಿ ಡಾ.ಭಾಗ್ಯವಾನ್.ಎಸ್ ಮುದಿಗೌಡ ಪ್ರತಿಪಾದನೆ <box>205 122 500 136</box>
color-registration-marks <box>452 1376 500 1395</box>
theatre-show-row <box>659 351 887 364</box>
theatre-name-row <box>659 254 887 269</box>
story6-label: ಅಭಿನಂದನೆ... <box>298 745 350 758</box>
theatre-name: ಪದ್ಮ <box>663 119 676 129</box>
film-title: ಓವಿಯೋ (ಕ) + ಜಯಕ್ಕಸ್ಮ (ಕ) <box>663 380 737 389</box>
black-dot <box>488 1382 497 1391</box>
theatre-name-row <box>659 171 887 186</box>
story6-caption: ಮೈಸೂರು ನಗರ ಬಿಜೆಪಿ ಯುವಮೋರ್ಚಾ ಅಧ್ಯಕ್ಷ ರಾಕೇಶ್‌ಗೌಡ ಅವರ ಹುಟ್ಟುಹಬ್ಬದ ಹಿನ್ನೆಲೆಯಲ್ಲಿ ಅವರನ್ನು ಕೆಜಿಕೊಪ್ಪಲು ಮಾತಾಮೃ ದೇವಸ್ಥಾನ ಸಮಿತಿ ವತಿಯಿಂದ ಅಭಿನಂದಿಸಿ, ಶುಭಕೋರಲಾಯಿತು. <box>309 849 634 866</box>
theatre-show-row <box>659 241 887 254</box>
film-title: ಓ ದೇವಿಯೋ (ಹಿ) <box>663 188 706 196</box>
story5-headline: ಎಲ್‌ಪಿಜಿ ಉತ್ಪಾದನೆ ಹೆಚ್ಚಿಸಲು ಸಂಸ್ಕರಣಾ ಘಟಕಗಳಿಗೆ ಕೇಂದ್ರದ ಆದೇಶ <box>81 636 267 669</box>
newspaper-logo: ಮೈಸೂರು ಮಿತ್ರ <box>435 54 521 74</box>
theatre-name: ಲಿಡೋ <box>663 311 684 322</box>
story3-body-left: ಮೈಸೂರು, ಮಾ.6(ಪಿಎಸ್‌ಕೆ)- ಕೇಂದ್ರ ಜವಳಿ ಸಚಿವಾಲಯದ ಅಭಿವೃದ್ಧಿ ಆಯುಕ್ತರ ಕಚೇರಿ ವತಿಯಿಂದ ಜೆಎಸ್‌ಎಸ್ ಅರ್ಬನ್ ಹಾತ್‌ನಲ್ಲಿ 10 ದಿನಗಳ ಕರಕುಶಲ ಮತ್ತು ಕೈಮಗ್ಗ ಉತ್ಪನ್ನಗಳ ಪ್ರದರ್ಶನ ಮತ್ತು ಮಾರಾಟ ಮೇಳಕ್ಕೆ ಚಾಲನೆ ನೀಡಲಾಯಿತು. ದೇಶದ ವಿವಿಧ ರಾಜ್ಯಗಳಿಂದ ಆಗಮಿಸಿರುವ ಕುಶಲಕರ್ಮಿಗಳು ತಮ್ಮ ಉತ್ಪನ್ನಗಳನ್ನು ಪ್ರದರ್ಶಿಸಿದ್ದಾರೆ. ಮೇಳದಲ್ಲಿ 70 ಮಳಿಗೆಗಳನ್ನು ಅಳವಡಿಸಲಾಗಿದೆ. ರೇಷ್ಮೆ ಸೀರೆ, ಬಿದಿರು ಉತ್ಪನ್ನಗಳು, ಮರದ ಕೆತ್ತನೆ, ಕಲಾಕೃತಿಗಳು ಮಾರಾಟಕ್ಕೆ ಲಭ್ಯವಿವೆ. ಕೇಂದ್ರ ಸರ್ಕಾರದ ಸಚಿವಾಲಯದ ಅಧಿಕಾರಿಗಳು ಉಪಸ್ಥಿತರಿದ್ದರು. <box>298 460 410 574</box>
